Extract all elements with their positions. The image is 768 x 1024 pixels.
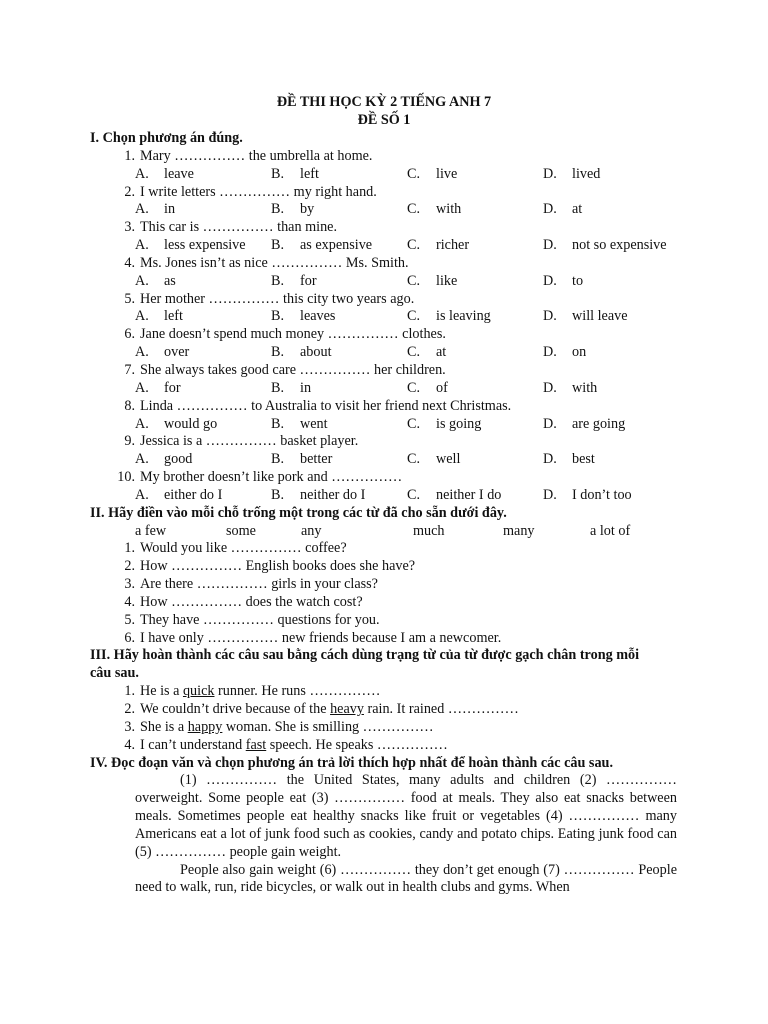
question-text-before: I can’t understand xyxy=(140,736,246,753)
option-text: either do I xyxy=(164,486,223,503)
answer-option[interactable] xyxy=(543,344,586,362)
reading-passage xyxy=(90,772,677,897)
answer-option[interactable] xyxy=(271,201,407,219)
question-row xyxy=(90,612,690,630)
section-4-heading: IV. Đọc đoạn văn và chọn phương án trả lời thích hợp nhất để hoàn thành các câu sau. xyxy=(90,754,613,771)
question-number: 2. xyxy=(124,558,135,575)
option-text: would go xyxy=(164,415,218,432)
exam-title: ĐỀ THI HỌC KỲ 2 TIẾNG ANH 7 xyxy=(276,94,492,110)
exam-subtitle: ĐỀ SỐ 1 xyxy=(357,112,411,128)
section-3-heading-line2: câu sau. xyxy=(90,665,139,682)
option-letter: A. xyxy=(135,201,149,218)
question-number: 1. xyxy=(124,683,135,700)
option-letter: D. xyxy=(543,165,557,182)
word-bank-item: much xyxy=(413,522,445,539)
option-text: neither do I xyxy=(300,486,366,503)
answer-option[interactable] xyxy=(271,273,407,291)
option-text: good xyxy=(164,451,193,468)
answer-option[interactable] xyxy=(543,237,667,255)
option-letter: B. xyxy=(271,165,285,182)
answer-option[interactable] xyxy=(407,416,543,434)
question-number: 6. xyxy=(124,326,135,343)
option-letter: A. xyxy=(135,451,149,468)
option-letter: D. xyxy=(543,415,557,432)
question-number: 6. xyxy=(124,629,135,646)
word-bank-item: a lot of xyxy=(590,522,631,539)
option-text: of xyxy=(436,379,448,396)
answer-options xyxy=(90,201,690,219)
question-row xyxy=(90,540,690,558)
answer-options xyxy=(90,166,690,184)
option-text: as expensive xyxy=(300,237,373,254)
question-text-after: runner. He runs …………… xyxy=(214,683,381,700)
answer-options xyxy=(90,344,690,362)
question-number: 8. xyxy=(124,397,135,414)
option-text: I don’t too xyxy=(572,486,632,503)
option-text: in xyxy=(300,379,312,396)
question-text: This car is …………… than mine. xyxy=(140,219,338,236)
option-letter: D. xyxy=(543,486,557,503)
question-row xyxy=(90,184,690,202)
option-text: on xyxy=(572,344,587,361)
answer-option[interactable] xyxy=(271,451,407,469)
question-row xyxy=(90,362,690,380)
option-letter: B. xyxy=(271,344,285,361)
word-bank-item: many xyxy=(503,522,535,539)
question-text-after: woman. She is smilling …………… xyxy=(222,718,434,735)
option-text: at xyxy=(436,344,447,361)
word-bank-item: any xyxy=(301,522,322,539)
question-number: 2. xyxy=(124,701,135,717)
option-text: with xyxy=(572,379,598,396)
question-number: 7. xyxy=(124,361,135,378)
question-row xyxy=(90,737,690,755)
answer-option[interactable] xyxy=(135,344,271,362)
question-text-before: She is a xyxy=(140,718,188,735)
answer-option[interactable] xyxy=(135,166,271,184)
answer-option[interactable] xyxy=(135,308,271,326)
question-row xyxy=(90,576,690,594)
question-text: Jane doesn’t spend much money …………… clothes. xyxy=(140,326,446,343)
option-letter: B. xyxy=(271,451,285,468)
option-letter: B. xyxy=(271,201,285,218)
option-letter: A. xyxy=(135,379,149,396)
question-text xyxy=(135,737,448,755)
option-text: are going xyxy=(572,415,626,432)
exam-content xyxy=(90,130,690,897)
answer-option[interactable] xyxy=(271,487,407,505)
passage-paragraph-2: People also gain weight (6) …………… they don’t get enough (7) …………… People need to walk, run, ride bicycles, or walk out in health clubs and gyms. When xyxy=(135,861,677,896)
section-2-questions xyxy=(90,540,690,647)
question-text-before: We couldn’t drive because of the xyxy=(140,701,331,717)
option-letter: C. xyxy=(407,308,421,325)
option-letter: D. xyxy=(543,308,557,325)
option-text: for xyxy=(300,272,317,289)
answer-option[interactable] xyxy=(407,166,543,184)
option-text: at xyxy=(572,201,583,218)
option-text: is going xyxy=(436,415,482,432)
question-number: 3. xyxy=(124,718,135,735)
question-row xyxy=(90,255,690,273)
answer-options xyxy=(90,451,690,469)
answer-option[interactable] xyxy=(135,237,271,255)
answer-option[interactable] xyxy=(543,201,582,219)
underlined-word: quick xyxy=(182,683,215,700)
option-letter: C. xyxy=(407,486,421,503)
question-number: 4. xyxy=(124,736,135,753)
question-row xyxy=(90,469,690,487)
option-letter: C. xyxy=(407,272,421,289)
answer-option[interactable] xyxy=(543,166,600,184)
question-number: 1. xyxy=(124,540,135,557)
question-text xyxy=(135,719,434,737)
option-text: best xyxy=(572,451,595,468)
answer-options xyxy=(90,237,690,255)
option-text: over xyxy=(164,344,190,361)
option-letter: B. xyxy=(271,486,285,503)
answer-option[interactable] xyxy=(407,237,543,255)
question-text: They have …………… questions for you. xyxy=(140,611,380,628)
question-text: Linda …………… to Australia to visit her friend next Christmas. xyxy=(140,397,512,414)
question-row xyxy=(90,398,690,416)
option-letter: A. xyxy=(135,308,149,325)
answer-option[interactable] xyxy=(407,344,543,362)
section-1-questions xyxy=(90,148,690,505)
option-letter: C. xyxy=(407,165,421,182)
section-1-heading: I. Chọn phương án đúng. xyxy=(90,130,243,146)
question-row xyxy=(90,701,690,719)
option-letter: A. xyxy=(135,486,149,503)
option-letter: B. xyxy=(271,379,285,396)
option-letter: D. xyxy=(543,344,557,361)
option-text: left xyxy=(164,308,183,325)
question-text-before: He is a xyxy=(140,683,183,700)
question-number: 5. xyxy=(124,611,135,628)
option-letter: C. xyxy=(407,201,421,218)
option-text: left xyxy=(300,165,319,182)
option-letter: C. xyxy=(407,237,421,254)
answer-option[interactable] xyxy=(407,273,543,291)
option-letter: B. xyxy=(271,272,285,289)
question-text-after: speech. He speaks …………… xyxy=(266,736,448,753)
option-text: not so expensive xyxy=(572,237,667,254)
question-number: 1. xyxy=(124,147,135,164)
option-text: about xyxy=(300,344,332,361)
section-3-heading-line1: III. Hãy hoàn thành các câu sau bằng cách dùng trạng từ của từ được gạch chân trong mỗi xyxy=(90,647,640,664)
answer-option[interactable] xyxy=(271,166,407,184)
question-row xyxy=(90,433,690,451)
question-text: My brother doesn’t like pork and …………… xyxy=(140,469,403,486)
option-letter: D. xyxy=(543,451,557,468)
passage-paragraph-1: (1) …………… the United States, many adults and children (2) …………… overweight. Some people eat (3) …………… food at meals. They also eat snacks between meals. Sometimes people eat healthy snacks like fruit or vegetables (4) …………… many Americans eat a lot of junk food such as cookies, candy and potato chips. Eating junk food can (5) …………… people gain weight. xyxy=(135,772,677,860)
underlined-word: heavy xyxy=(330,701,364,717)
option-text: leaves xyxy=(300,308,336,325)
question-text: She always takes good care …………… her children. xyxy=(140,361,446,378)
option-text: went xyxy=(300,415,328,432)
option-letter: B. xyxy=(271,237,285,254)
option-letter: D. xyxy=(543,237,557,254)
answer-option[interactable] xyxy=(271,344,407,362)
question-row xyxy=(90,326,690,344)
question-text xyxy=(135,701,519,719)
section-3-questions xyxy=(90,683,690,754)
question-text: I write letters …………… my right hand. xyxy=(140,183,377,200)
word-bank xyxy=(90,523,690,541)
answer-option[interactable] xyxy=(135,380,271,398)
option-text: lived xyxy=(572,165,601,182)
question-row xyxy=(90,594,690,612)
answer-option[interactable] xyxy=(407,380,543,398)
option-letter: C. xyxy=(407,379,421,396)
question-row xyxy=(90,148,690,166)
answer-option[interactable] xyxy=(135,201,271,219)
answer-option[interactable] xyxy=(543,416,625,434)
question-row xyxy=(90,719,690,737)
question-row xyxy=(90,558,690,576)
option-text: live xyxy=(436,165,458,182)
answer-option[interactable] xyxy=(543,380,597,398)
answer-option[interactable] xyxy=(271,308,407,326)
answer-options xyxy=(90,273,690,291)
question-text: How …………… English books does she have? xyxy=(140,558,416,575)
question-row xyxy=(90,683,690,701)
option-text: neither I do xyxy=(436,486,502,503)
option-letter: A. xyxy=(135,272,149,289)
option-letter: C. xyxy=(407,344,421,361)
option-text: for xyxy=(164,379,181,396)
option-letter: A. xyxy=(135,415,149,432)
option-text: by xyxy=(300,201,315,218)
question-text: Her mother …………… this city two years ago. xyxy=(140,290,415,307)
answer-option[interactable] xyxy=(271,237,407,255)
question-number: 5. xyxy=(124,290,135,307)
question-text: How …………… does the watch cost? xyxy=(140,593,363,610)
word-bank-item: a few xyxy=(135,522,167,539)
question-text: Jessica is a …………… basket player. xyxy=(140,433,359,450)
answer-options xyxy=(90,380,690,398)
answer-option[interactable] xyxy=(407,308,543,326)
option-letter: C. xyxy=(407,415,421,432)
option-letter: A. xyxy=(135,237,149,254)
option-text: well xyxy=(436,451,461,468)
option-text: richer xyxy=(436,237,470,254)
question-number: 3. xyxy=(124,576,135,593)
answer-options xyxy=(90,416,690,434)
answer-option[interactable] xyxy=(135,273,271,291)
answer-option[interactable] xyxy=(407,201,543,219)
option-letter: A. xyxy=(135,344,149,361)
question-text: Would you like …………… coffee? xyxy=(140,540,347,557)
answer-option[interactable] xyxy=(271,416,407,434)
option-text: is leaving xyxy=(436,308,491,325)
option-letter: C. xyxy=(407,451,421,468)
answer-option[interactable] xyxy=(135,451,271,469)
answer-option[interactable] xyxy=(271,380,407,398)
option-letter: D. xyxy=(543,201,557,218)
answer-option[interactable] xyxy=(407,487,543,505)
question-row xyxy=(90,630,690,648)
question-text: Mary …………… the umbrella at home. xyxy=(140,147,373,164)
question-number: 10. xyxy=(117,469,135,486)
question-number: 2. xyxy=(124,183,135,200)
question-text xyxy=(135,683,380,701)
option-letter: B. xyxy=(271,415,285,432)
option-text: with xyxy=(436,201,462,218)
question-number: 4. xyxy=(124,254,135,271)
option-text: will leave xyxy=(572,308,628,325)
question-text: Are there …………… girls in your class? xyxy=(140,576,378,593)
question-text: Ms. Jones isn’t as nice …………… Ms. Smith. xyxy=(140,254,409,271)
option-text: leave xyxy=(164,165,194,182)
answer-option[interactable] xyxy=(407,451,543,469)
section-2-heading: II. Hãy điền vào mỗi chỗ trống một trong các từ đã cho sẵn dưới đây. xyxy=(90,504,507,521)
answer-option[interactable] xyxy=(543,451,595,469)
question-number: 4. xyxy=(124,593,135,610)
answer-option[interactable] xyxy=(543,487,632,505)
option-text: less expensive xyxy=(164,237,246,254)
option-letter: D. xyxy=(543,272,557,289)
answer-option[interactable] xyxy=(135,416,271,434)
question-text: I have only …………… new friends because I am a newcomer. xyxy=(140,629,502,646)
answer-options xyxy=(90,308,690,326)
option-text: in xyxy=(164,201,176,218)
underlined-word: fast xyxy=(245,736,267,753)
answer-option[interactable] xyxy=(135,487,271,505)
question-text-after: rain. It rained …………… xyxy=(363,701,519,717)
word-bank-item: some xyxy=(226,522,256,539)
option-text: better xyxy=(300,451,333,468)
option-letter: D. xyxy=(543,379,557,396)
question-number: 9. xyxy=(124,433,135,450)
option-text: like xyxy=(436,272,458,289)
question-number: 3. xyxy=(124,219,135,236)
underlined-word: happy xyxy=(187,718,223,735)
question-row xyxy=(90,291,690,309)
option-text: to xyxy=(572,272,584,289)
option-letter: A. xyxy=(135,165,149,182)
option-text: as xyxy=(164,272,176,289)
option-letter: B. xyxy=(271,308,285,325)
answer-option[interactable] xyxy=(543,308,628,326)
question-row xyxy=(90,219,690,237)
answer-option[interactable] xyxy=(543,273,583,291)
answer-options xyxy=(90,487,690,505)
